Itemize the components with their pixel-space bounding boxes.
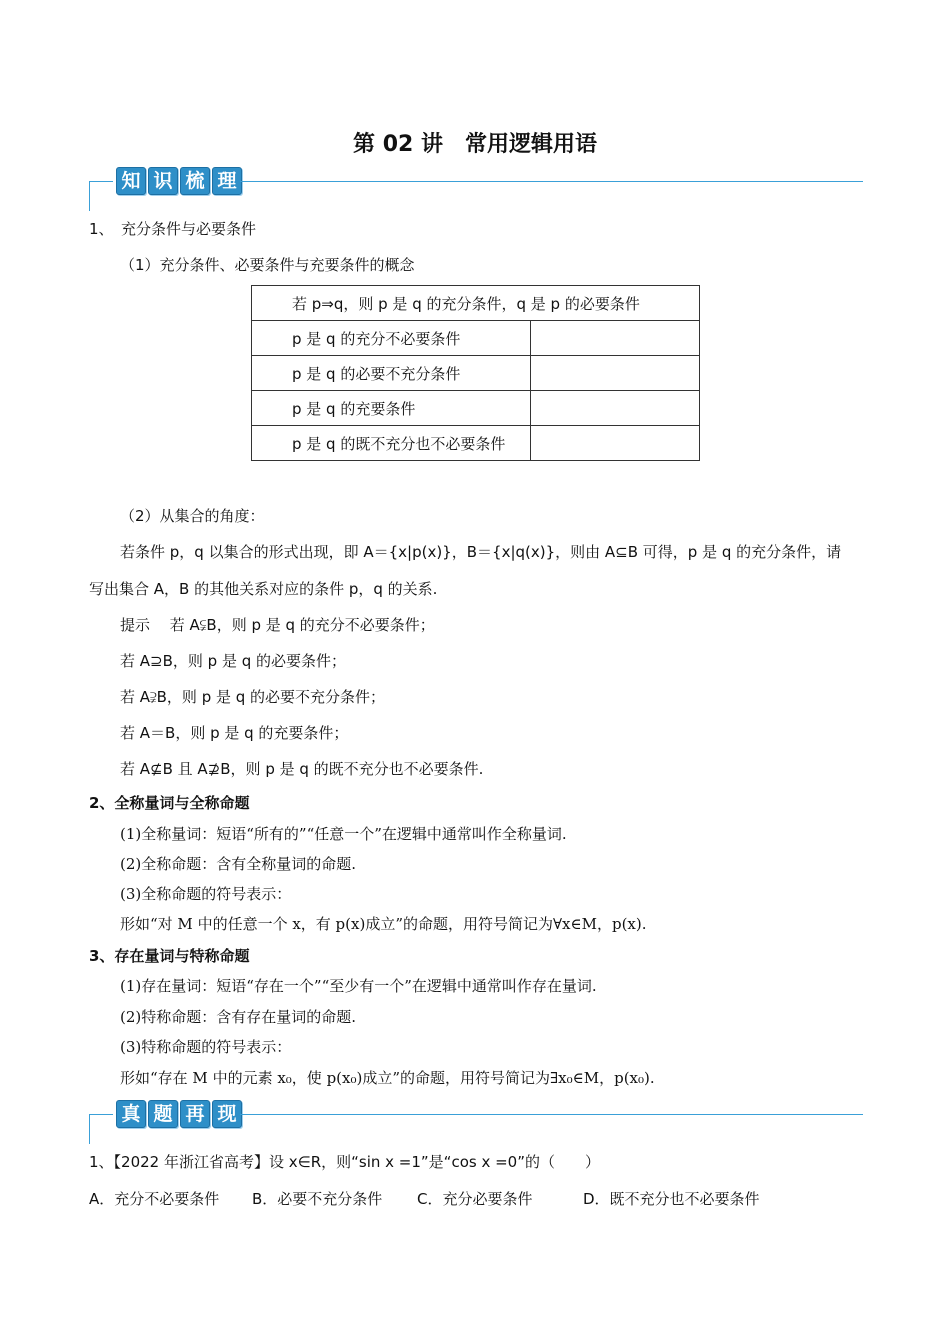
table-cell-label: p 是 q 的既不充分也不必要条件 — [252, 426, 531, 461]
table-cell-label: p 是 q 的充分不必要条件 — [252, 321, 531, 356]
section-1-subheading: （1）充分条件、必要条件与充要条件的概念 — [120, 256, 415, 274]
paragraph-line-1: 若条件 p，q 以集合的形式出现，即 A＝{x|p(x)}，B＝{x|q(x)}，则由 A⊆B 可得，p 是 q 的充分条件，请 — [120, 543, 842, 561]
section-2-heading: 2、全称量词与全称命题 — [89, 794, 250, 812]
concept-table — [251, 285, 700, 461]
option-a: A．充分不必要条件 — [89, 1190, 220, 1208]
table-header-row — [252, 286, 700, 321]
banner-divider-left — [89, 181, 90, 211]
table-cell-value — [531, 321, 700, 356]
table-cell-value — [531, 426, 700, 461]
section-1-heading: 1、 充分条件与必要条件 — [89, 220, 257, 238]
section-1-subheading-2: （2）从集合的角度： — [120, 507, 265, 525]
table-row — [252, 391, 700, 426]
option-c: C．充分必要条件 — [417, 1190, 533, 1208]
section-2-line: 形如“对 M 中的任意一个 x，有 p(x)成立”的命题，用符号简记为∀x∈M，p(x). — [120, 915, 647, 933]
section-3-line: (2)特称命题：含有存在量词的命题. — [120, 1008, 357, 1026]
option-d: D．既不充分也不必要条件 — [583, 1190, 760, 1208]
hint-line: 若 A⊈B 且 A⊉B，则 p 是 q 的既不充分也不必要条件. — [120, 760, 484, 778]
table-cell-label: p 是 q 的充要条件 — [252, 391, 531, 426]
table-cell-value — [531, 356, 700, 391]
hint-line: 若 A⊇B，则 p 是 q 的必要条件； — [120, 652, 347, 670]
question-stem: 1、【2022 年浙江省高考】设 x∈R，则“sin x =1”是“cos x =0”的（ ） — [89, 1153, 600, 1171]
section-2-line: (1)全称量词：短语“所有的”“任意一个”在逻辑中通常叫作全称量词. — [120, 825, 567, 843]
table-row — [252, 321, 700, 356]
hint-line: 若 A＝B，则 p 是 q 的充要条件； — [120, 724, 349, 742]
table-cell-value — [531, 391, 700, 426]
table-row — [252, 426, 700, 461]
banner-divider-line — [240, 1114, 863, 1115]
page-title: 第 02 讲 常用逻辑用语 — [353, 132, 597, 157]
section-3-heading: 3、存在量词与特称命题 — [89, 947, 250, 965]
option-b: B．必要不充分条件 — [252, 1190, 383, 1208]
section-2-line: (3)全称命题的符号表示： — [120, 885, 292, 903]
banner-divider-left — [89, 1114, 90, 1144]
section-3-line: (1)存在量词：短语“存在一个”“至少有一个”在逻辑中通常叫作存在量词. — [120, 977, 597, 995]
section-2-line: (2)全称命题：含有全称量词的命题. — [120, 855, 357, 873]
paragraph-line-2: 写出集合 A，B 的其他关系对应的条件 p，q 的关系. — [89, 580, 438, 598]
banner-divider-stub — [89, 1114, 113, 1115]
section-3-line: (3)特称命题的符号表示： — [120, 1038, 292, 1056]
hint-line: 提示 若 A⫋B，则 p 是 q 的充分不必要条件； — [120, 616, 435, 634]
table-cell-label: p 是 q 的必要不充分条件 — [252, 356, 531, 391]
table-row — [252, 356, 700, 391]
banner-divider-line — [240, 181, 863, 182]
hint-line: 若 A⫌B，则 p 是 q 的必要不充分条件； — [120, 688, 386, 706]
section-3-line: 形如“存在 M 中的元素 x₀，使 p(x₀)成立”的命题，用符号简记为∃x₀∈M，p(x₀). — [120, 1069, 655, 1087]
section-badge-knowledge: 知 识 梳 理 — [116, 167, 242, 195]
section-badge-exam: 真 题 再 现 — [116, 1100, 242, 1128]
banner-divider-stub — [89, 181, 113, 182]
table-header: 若 p⇒q，则 p 是 q 的充分条件，q 是 p 的必要条件 — [252, 286, 700, 321]
